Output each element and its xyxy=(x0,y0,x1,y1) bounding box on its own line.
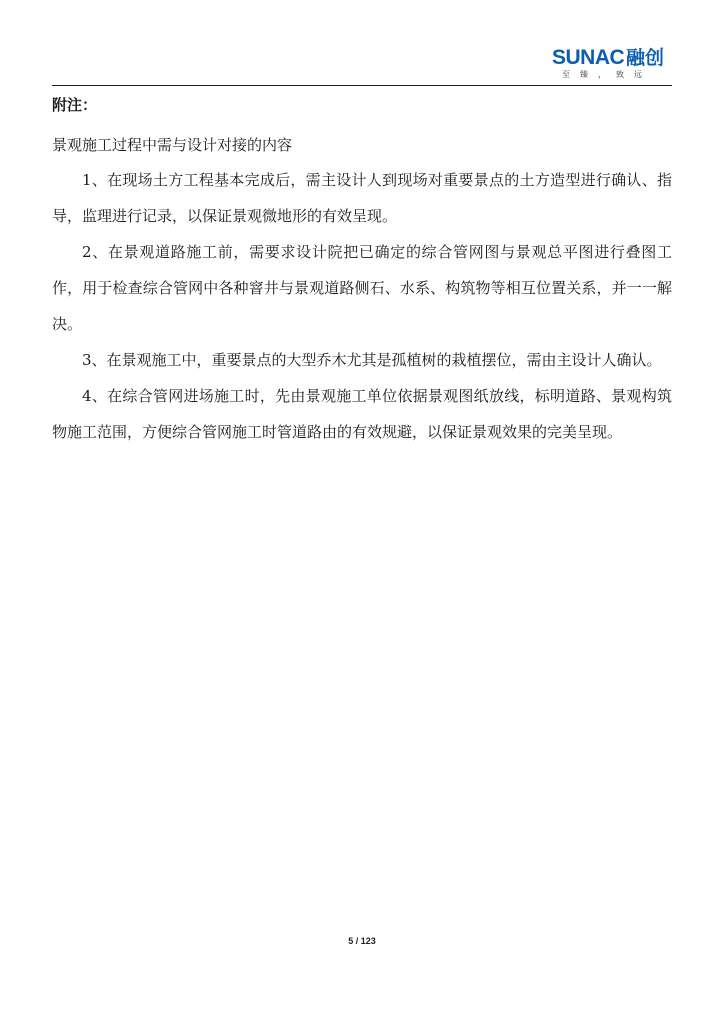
logo-latin-text: SUNAC xyxy=(552,46,625,69)
logo-cjk-text: 融创 xyxy=(626,47,665,69)
header-divider xyxy=(52,85,672,86)
page-header xyxy=(52,44,672,86)
paragraph: 1、在现场土方工程基本完成后，需主设计人到现场对重要景点的土方造型进行确认、指导，监理进行记录，以保证景观微地形的有效呈现。 xyxy=(52,171,672,225)
note-title: 附注： xyxy=(52,96,98,114)
logo-slogan: 至臻，致远 xyxy=(562,70,652,79)
document-body xyxy=(52,90,672,450)
sunac-logo xyxy=(552,44,672,84)
page-number: 5 / 123 xyxy=(348,936,376,946)
paragraph: 2、在景观道路施工前，需要求设计院把已确定的综合管网图与景观总平图进行叠图工作，用于检查综合管网中各种窨井与景观道路侧石、水系、构筑物等相互位置关系，并一一解决。 xyxy=(52,243,672,333)
paragraph: 3、在景观施工中，重要景点的大型乔木尤其是孤植树的栽植摆位，需由主设计人确认。 xyxy=(82,351,662,369)
paragraph: 4、在综合管网进场施工时，先由景观施工单位依据景观图纸放线，标明道路、景观构筑物施工范围，方便综合管网施工时管道路由的有效规避，以保证景观效果的完美呈现。 xyxy=(52,387,672,441)
section-subtitle: 景观施工过程中需与设计对接的内容 xyxy=(52,136,293,154)
